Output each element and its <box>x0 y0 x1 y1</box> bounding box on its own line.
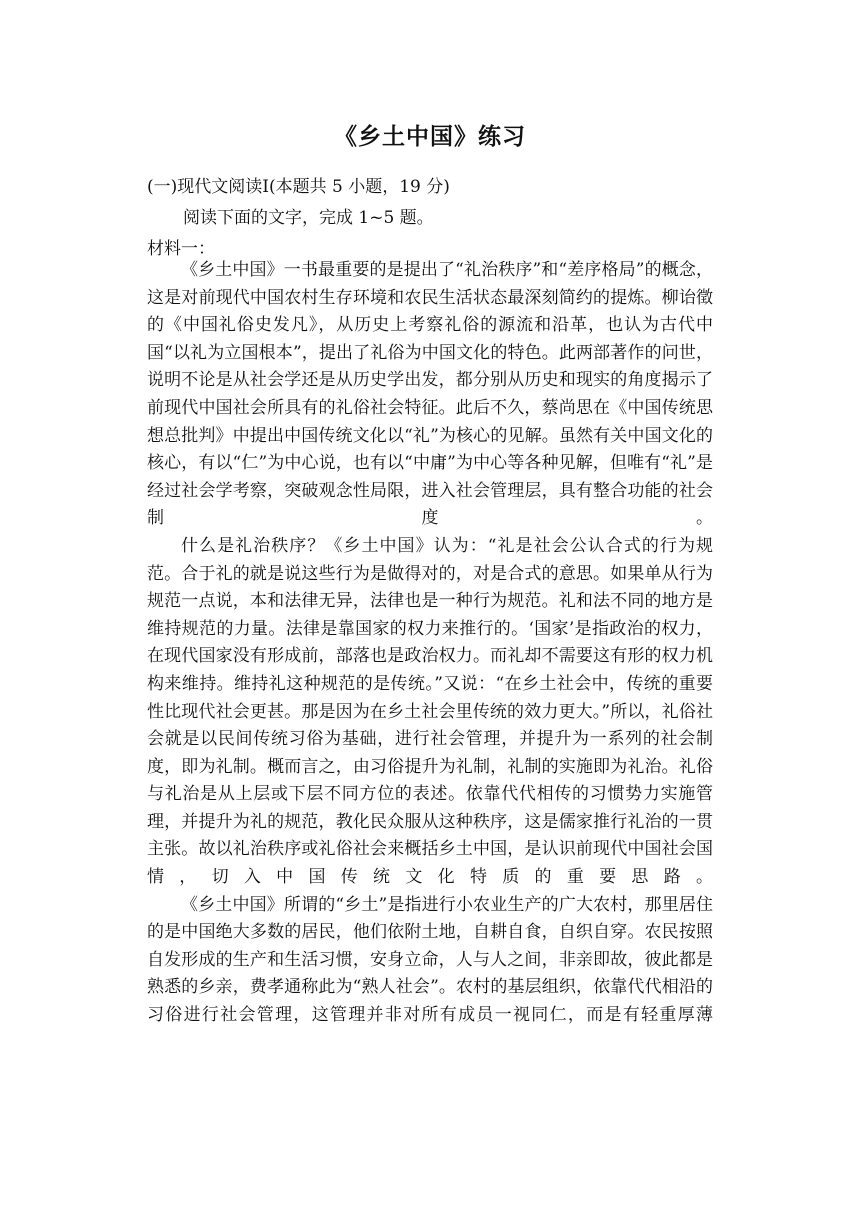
material-label: 材料一： <box>147 239 215 259</box>
passage-body <box>147 257 713 1030</box>
passage-paragraph: 什么是礼治秩序？《乡土中国》认为：“礼是社会公认合式的行为规范。合于礼的就是说这些行为是做得对的，对是合式的意思。如果单从行为规范一点说，本和法律无异，法律也是一种行为规范。礼和法不同的地方是维持规范的力量。法律是靠国家的权力来推行的。‘国家’是指政治的权力，在现代国家没有形成前，部落也是政治权力。而礼却不需要这有形的权力机构来维持。维持礼这种规范的是传统。”又说：“在乡土社会中，传统的重要性比现代社会更甚。那是因为在乡土社会里传统的效力更大。”所以，礼俗社会就是以民间传统习俗为基础，进行社会管理，并提升为一系列的社会制度，即为礼制。概而言之，由习俗提升为礼制，礼制的实施即为礼治。礼俗与礼治是从上层或下层不同方位的表述。依靠代代相传的习惯势力实施管理，并提升为礼的规范，教化民众服从这种秩序，这是儒家推行礼治的一贯主张。故以礼治秩序或礼俗社会来概括乡土中国，是认识前现代中国社会国情，切入中国传统文化特质的重要思路。 <box>147 535 713 888</box>
passage-paragraph: 《乡土中国》所谓的“乡土”是指进行小农业生产的广大农村，那里居住的是中国绝大多数的居民，他们依附土地，自耕自食，自织自穿。农民按照自发形成的生产和生活习惯，安身立命，人与人之间，非亲即故，彼此都是熟悉的乡亲，费孝通称此为“熟人社会”。农村的基层组织，依靠代代相沿的习俗进行社会管理，这管理并非对所有成员一视同仁，而是有轻重厚薄 <box>147 894 713 1026</box>
section-heading: (一)现代文阅读I(本题共 5 小题，19 分) <box>147 177 450 197</box>
passage-paragraph: 《乡土中国》一书最重要的是提出了“礼治秩序”和“差序格局”的概念，这是对前现代中国农村生存环境和农民生活状态最深刻简约的提炼。柳诒徵的《中国礼俗史发凡》，从历史上考察礼俗的源流和沿革，也认为古代中国“以礼为立国根本”，提出了礼俗为中国文化的特色。此两部著作的问世，说明不论是从社会学还是从历史学出发，都分别从历史和现实的角度揭示了前现代中国社会所具有的礼俗社会特征。此后不久，蔡尚思在《中国传统思想总批判》中提出中国传统文化以“礼”为核心的见解。虽然有关中国文化的核心，有以“仁”为中心说，也有以“中庸”为中心等各种见解，但唯有“礼”是经过社会学考察，突破观念性局限，进入社会管理层，具有整合功能的社会制度。 <box>147 260 713 529</box>
document-title: 《乡土中国》练习 <box>334 124 526 150</box>
reading-instruction: 阅读下面的文字，完成 1~5 题。 <box>183 208 434 228</box>
